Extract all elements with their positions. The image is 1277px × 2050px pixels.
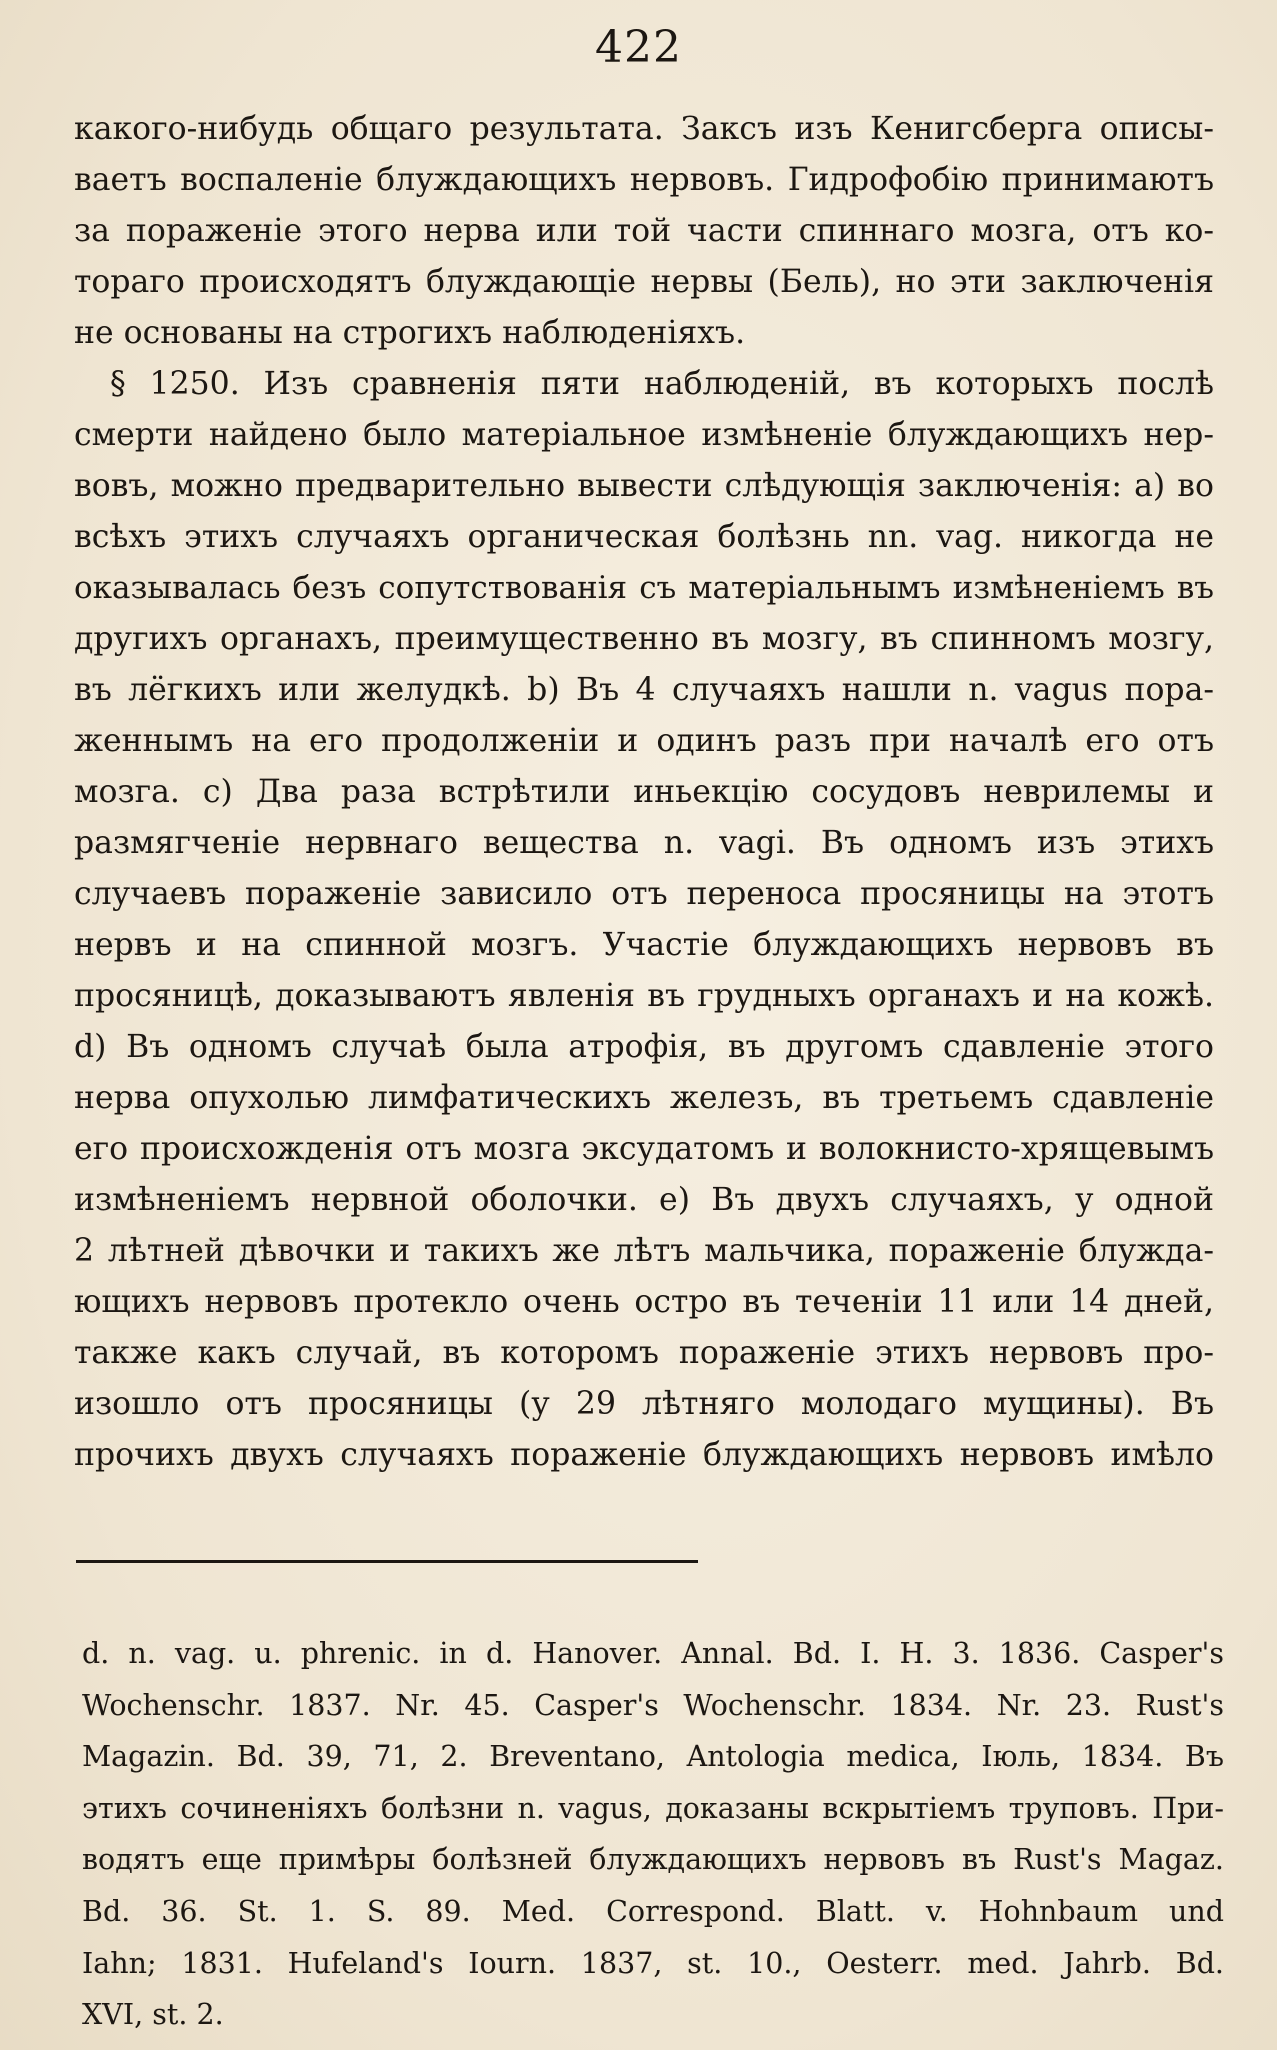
- text-line: смерти найдено было матеріальное измѣненіе блуждающихъ нер-: [74, 417, 1214, 453]
- footnotes: [82, 1628, 1224, 2041]
- text-line: также какъ случай, въ которомъ пораженіе этихъ нервовъ про-: [74, 1335, 1214, 1371]
- text-line: измѣненіемъ нервной оболочки. e) Въ двухъ случаяхъ, у одной: [74, 1182, 1214, 1218]
- footnote-line: Iahn; 1831. Hufeland's Iourn. 1837, st. 10., Oesterr. med. Jahrb. Bd.: [82, 1946, 1224, 1980]
- text-line: какого-нибудь общаго результата. Заксъ изъ Кенигсберга описы-: [74, 111, 1214, 147]
- text-line: вовъ, можно предварительно вывести слѣдующія заключенія: a) во: [74, 468, 1214, 504]
- footnote-line: Bd. 36. St. 1. S. 89. Med. Correspond. Blatt. v. Hohnbaum und: [82, 1894, 1224, 1928]
- text-line: мозга. c) Два раза встрѣтили иньекцію сосудовъ неврилемы и: [74, 774, 1214, 810]
- footnote-line: d. n. vag. u. phrenic. in d. Hanover. Annal. Bd. I. H. 3. 1836. Casper's: [82, 1637, 1224, 1670]
- text-line: d) Въ одномъ случаѣ была атрофія, въ другомъ сдавленіе этого: [74, 1029, 1214, 1065]
- text-line: ваетъ воспаленіе блуждающихъ нервовъ. Гидрофобію принимаютъ: [74, 162, 1214, 198]
- text-line: въ лёгкихъ или желудкѣ. b) Въ 4 случаяхъ нашли n. vagus пора-: [74, 672, 1214, 708]
- text-line: случаевъ пораженіе зависило отъ переноса просяницы на этотъ: [74, 876, 1214, 912]
- text-line: оказывалась безъ сопутствованія съ матеріальнымъ измѣненіемъ въ: [74, 570, 1214, 606]
- footnote-line: водятъ еще примѣры болѣзней блуждающихъ нервовъ въ Rust's Magaz.: [82, 1843, 1224, 1877]
- text-line: его происхожденія отъ мозга эксудатомъ и волокнисто-хрящевымъ: [74, 1131, 1214, 1167]
- text-line: размягченіе нервнаго вещества n. vagi. Въ одномъ изъ этихъ: [74, 825, 1214, 861]
- footnote-line: XVI, st. 2.: [82, 1998, 224, 2032]
- text-line: тораго происходятъ блуждающіе нервы (Бель), но эти заключенія: [74, 264, 1214, 300]
- text-line: нерва опухолью лимфатическихъ железъ, въ третьемъ сдавленіе: [74, 1080, 1214, 1116]
- text-line: просяницѣ, доказываютъ явленія въ грудныхъ органахъ и на кожѣ.: [74, 978, 1214, 1014]
- text-line: прочихъ двухъ случаяхъ пораженіе блуждающихъ нервовъ имѣло: [74, 1437, 1214, 1473]
- footnote-divider: [76, 1560, 698, 1563]
- text-line: изошло отъ просяницы (у 29 лѣтняго молодаго мущины). Въ: [74, 1386, 1214, 1422]
- footnote-line: этихъ сочиненіяхъ болѣзни n. vagus, доказаны вскрытіемъ труповъ. При-: [82, 1791, 1224, 1825]
- text-line: 2 лѣтней дѣвочки и такихъ же лѣтъ мальчика, пораженіе блужда-: [74, 1233, 1214, 1269]
- text-line: другихъ органахъ, преимущественно въ мозгу, въ спинномъ мозгу,: [74, 621, 1214, 657]
- body-text: [74, 104, 1214, 1481]
- footnote-line: Magazin. Bd. 39, 71, 2. Breventano, Antologia medica, Іюль, 1834. Въ: [82, 1740, 1224, 1774]
- text-line: всѣхъ этихъ случаяхъ органическая болѣзнь nn. vag. никогда не: [74, 519, 1214, 555]
- text-line: ющихъ нервовъ протекло очень остро въ теченіи 11 или 14 дней,: [74, 1284, 1214, 1320]
- footnote-line: Wochenschr. 1837. Nr. 45. Casper's Wochenschr. 1834. Nr. 23. Rust's: [82, 1688, 1224, 1722]
- text-line: нервъ и на спинной мозгъ. Участіе блуждающихъ нервовъ въ: [74, 927, 1214, 963]
- page-number: 422: [595, 22, 682, 73]
- text-line: женнымъ на его продолженіи и одинъ разъ при началѣ его отъ: [74, 723, 1214, 759]
- text-line: не основаны на строгихъ наблюденіяхъ.: [74, 315, 746, 351]
- section-1250-heading-line: § 1250. Изъ сравненія пяти наблюденій, въ которыхъ послѣ: [110, 366, 1214, 402]
- text-line: за пораженіе этого нерва или той части спиннаго мозга, отъ ко-: [74, 213, 1214, 249]
